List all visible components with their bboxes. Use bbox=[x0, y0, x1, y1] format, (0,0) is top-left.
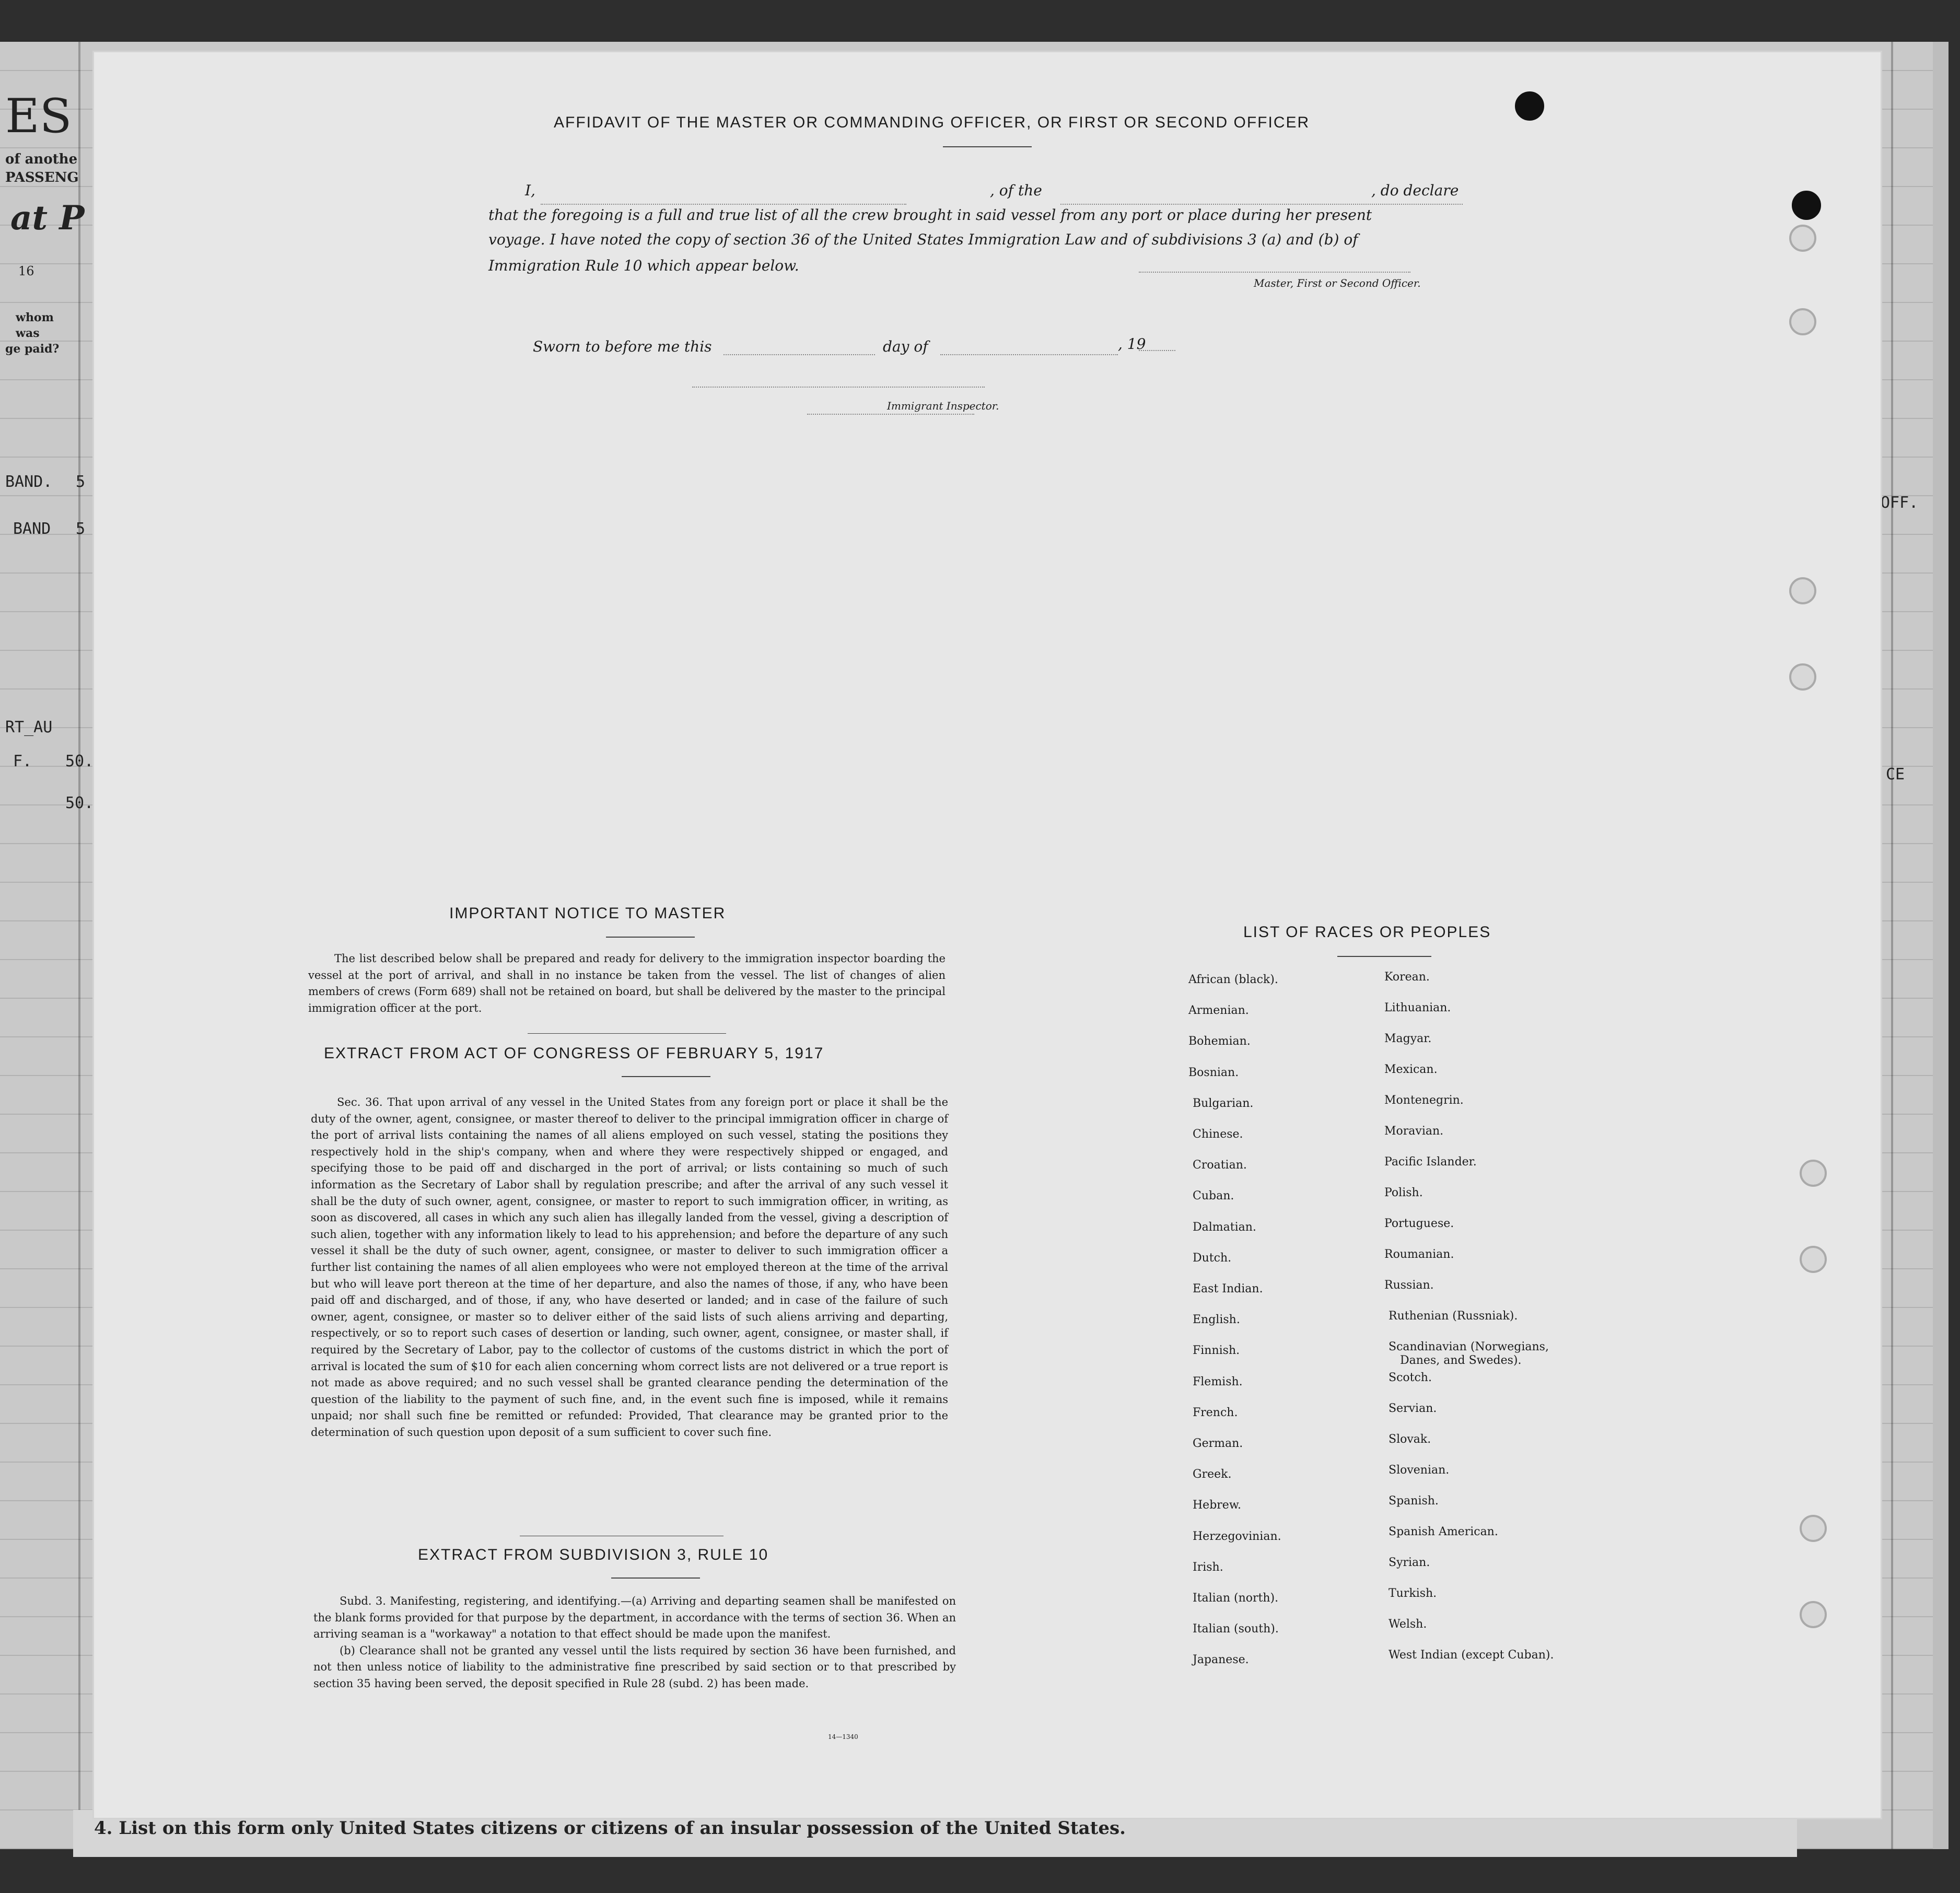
race-item: Croatian. bbox=[1193, 1159, 1247, 1172]
race-item: Montenegrin. bbox=[1384, 1094, 1464, 1107]
underlay-column-rule bbox=[78, 42, 80, 1849]
race-item: Mexican. bbox=[1384, 1063, 1438, 1076]
extract-act-rule bbox=[622, 1076, 710, 1077]
race-item: Polish. bbox=[1384, 1186, 1423, 1199]
race-item: Herzegovinian. bbox=[1193, 1529, 1281, 1543]
underlay-fragment: at P bbox=[10, 198, 85, 238]
underlay-fragment: RT_AU bbox=[5, 718, 53, 737]
underlay-column-rule bbox=[1891, 42, 1893, 1849]
inspector-signature-blank-2 bbox=[807, 414, 974, 415]
race-item: Russian. bbox=[1384, 1279, 1434, 1292]
punch-hole bbox=[1800, 1601, 1827, 1628]
month-blank bbox=[940, 354, 1118, 355]
race-item: Cuban. bbox=[1193, 1189, 1234, 1203]
race-item: Bulgarian. bbox=[1193, 1096, 1254, 1110]
punch-hole bbox=[1789, 225, 1816, 252]
race-item: Hebrew. bbox=[1193, 1499, 1242, 1512]
underlay-fragment: OFF. bbox=[1881, 494, 1919, 512]
race-item: Spanish. bbox=[1389, 1494, 1439, 1508]
race-item: West Indian (except Cuban). bbox=[1389, 1649, 1554, 1662]
notice-text: The list described below shall be prepared and ready for delivery to the immigration inspector boarding the vessel at the port of arrival, and shall in no instance be taken from the vessel. The list of changes of alien members of crews (Form 689) shall not be retained on board, but shall be delivered by the master to the principal immigration officer at the port. bbox=[308, 952, 946, 1014]
race-item: Italian (north). bbox=[1193, 1592, 1279, 1605]
underlay-fragment: was bbox=[16, 326, 40, 340]
race-item: Pacific Islander. bbox=[1384, 1155, 1477, 1168]
race-item: Magyar. bbox=[1384, 1032, 1432, 1045]
divider bbox=[528, 1033, 726, 1034]
underlay-fragment: BAND bbox=[13, 520, 51, 538]
form-number: 14—1340 bbox=[828, 1733, 858, 1740]
extract-act-title: EXTRACT FROM ACT OF CONGRESS OF FEBRUARY 5, 1917 bbox=[324, 1045, 824, 1062]
punch-hole bbox=[1800, 1515, 1827, 1542]
inspector-signature-blank bbox=[692, 387, 985, 388]
underlay-fragment: F. bbox=[13, 752, 32, 770]
race-item: Slovak. bbox=[1389, 1433, 1431, 1446]
race-item: French. bbox=[1193, 1406, 1238, 1419]
underlay-fragment: 50. bbox=[65, 752, 94, 770]
race-item: Armenian. bbox=[1188, 1004, 1249, 1018]
races-rule bbox=[1337, 956, 1431, 957]
underlay-fragment: ge paid? bbox=[5, 342, 60, 356]
day-blank bbox=[724, 354, 875, 355]
race-item: Chinese. bbox=[1193, 1128, 1243, 1141]
race-item: Japanese. bbox=[1193, 1653, 1249, 1667]
extract-rule-rule bbox=[611, 1578, 700, 1579]
race-item: Scotch. bbox=[1389, 1371, 1432, 1384]
extract-rule-text bbox=[313, 1593, 956, 1692]
race-item: Welsh. bbox=[1389, 1618, 1427, 1631]
underlay-fragment: 5 bbox=[76, 520, 86, 538]
affidavit-of-the: , of the bbox=[990, 182, 1042, 199]
master-signature-label: Master, First or Second Officer. bbox=[1254, 277, 1421, 289]
day-of-text: day of bbox=[883, 338, 928, 355]
underlay-bottom-line: 4. List on this form only United States citizens or citizens of an insular possession of the United States. bbox=[94, 1818, 1126, 1839]
race-item: Bohemian. bbox=[1188, 1035, 1251, 1048]
punch-hole bbox=[1789, 308, 1816, 335]
extract-rule-para: (b) Clearance shall not be granted any vessel until the lists required by section 36 have been furnished, and not then unless notice of liability to the administrative fine prescribed by said section or to that prescribed by section 35 having been served, the deposit specified in Rule 28 (subd. 2) has been made. bbox=[313, 1644, 956, 1690]
race-item: Moravian. bbox=[1384, 1125, 1444, 1138]
punch-hole bbox=[1800, 1246, 1827, 1273]
underlay-fragment: 16 bbox=[18, 264, 34, 278]
race-item: Greek. bbox=[1193, 1468, 1232, 1481]
race-item: Flemish. bbox=[1193, 1375, 1243, 1388]
year-text: , 19 bbox=[1118, 335, 1146, 353]
notice-rule bbox=[606, 937, 695, 938]
race-item: Roumanian. bbox=[1384, 1248, 1454, 1261]
inspector-label: Immigrant Inspector. bbox=[887, 400, 999, 412]
underlay-fragment: of anothe bbox=[5, 151, 78, 167]
underlay-fragment: 50. bbox=[65, 794, 94, 812]
race-item: Ruthenian (Russniak). bbox=[1389, 1310, 1518, 1323]
underlay-fragment: ES bbox=[5, 89, 72, 144]
race-item: Dalmatian. bbox=[1193, 1220, 1256, 1234]
race-item: Italian (south). bbox=[1193, 1622, 1279, 1636]
affidavit-do-declare: , do declare bbox=[1371, 182, 1459, 199]
year-blank bbox=[1139, 350, 1175, 351]
affidavit-title: AFFIDAVIT OF THE MASTER OR COMMANDING OFFICER, OR FIRST OR SECOND OFFICER bbox=[554, 114, 1310, 131]
race-item: Slovenian. bbox=[1389, 1464, 1450, 1477]
affidavit-line: voyage. I have noted the copy of section 36 of the United States Immigration Law and of subdivisions 3 (a) and (b) of bbox=[488, 231, 1358, 248]
punch-hole bbox=[1789, 577, 1816, 604]
underlay-fragment: PASSENG bbox=[5, 170, 79, 185]
affidavit-line: that the foregoing is a full and true list of all the crew brought in said vessel from any port or place during her present bbox=[488, 206, 1372, 224]
punch-hole bbox=[1800, 1160, 1827, 1187]
extract-rule-title: EXTRACT FROM SUBDIVISION 3, RULE 10 bbox=[418, 1546, 769, 1563]
race-item: East Indian. bbox=[1193, 1282, 1263, 1295]
vessel-name-blank bbox=[1060, 204, 1463, 205]
extract-act-text: Sec. 36. That upon arrival of any vessel in the United States from any foreign port or place it shall be the duty of the owner, agent, consignee, or master thereof to deliver to the principal immigration officer in charge of the port of arrival lists containing the names of all aliens employed on such vessel, stating the positions they respectively hold in the ship's company, when and where they were respectively shipped or engaged, and specifying those to be paid off and discharged in the port of arrival; or lists containing so much of such information as the Secretary of Labor shall by regulation prescribe; and after the arrival of any such vessel it shall be the duty of such owner, agent, consignee, or master to report to such immigration officer, in writing, as soon as discovered, all cases in which any such alien has illegally landed from the vessel, giving a description of such alien, together with any information likely to lead to his apprehension; and before the departure of any such vessel it shall be the duty of such owner, agent, consignee, or master to deliver to such immigration officer a further list containing the names of all alien employees who were not employed thereon at the time of the arrival but who will leave port thereon at the time of her departure, and also the names of those, if any, who have been paid off and discharged, and of those, if any, who have deserted or landed; and in case of the failure of such owner, agent, consignee, or master so to deliver either of the said lists of such aliens arriving and departing, respectively, or so to report such cases of desertion or landing, such owner, agent, consignee, or master shall, if required by the Secretary of Labor, pay to the collector of customs of the customs district in which the port of arrival is located the sum of $10 for each alien concerning whom correct lists are not delivered or a true report is not made as above required; and no such vessel shall be granted clearance pending the determination of the question of the liability to the payment of such fine, and, in the event such fine is imposed, while it remains unpaid; nor shall such fine be remitted or refunded: Provided, That clearance may be granted prior to the determination of such question upon deposit of a sum sufficient to cover such fine. bbox=[311, 1096, 948, 1439]
race-item: English. bbox=[1193, 1313, 1240, 1327]
master-name-blank bbox=[541, 204, 906, 205]
affidavit-line: Immigration Rule 10 which appear below. bbox=[488, 257, 799, 274]
sworn-text: Sworn to before me this bbox=[533, 338, 712, 355]
form-page bbox=[94, 52, 1881, 1818]
notice-title: IMPORTANT NOTICE TO MASTER bbox=[449, 905, 726, 922]
race-item: Turkish. bbox=[1389, 1587, 1437, 1600]
race-item: Finnish. bbox=[1193, 1344, 1240, 1358]
master-signature-blank bbox=[1139, 272, 1410, 273]
race-item: Syrian. bbox=[1389, 1556, 1430, 1569]
race-item: Irish. bbox=[1193, 1560, 1223, 1574]
underlay-fragment: whom bbox=[16, 311, 54, 324]
punch-hole bbox=[1792, 191, 1821, 220]
extract-rule-para: Subd. 3. Manifesting, registering, and identifying.—(a) Arriving and departing seamen shall be manifested on the blank forms provided for that purpose by the department, in accordance with the terms of section 36. When an arriving seaman is a "workaway" a notation to that effect should be made upon the manifest. bbox=[313, 1595, 956, 1641]
affidavit-i: I, bbox=[525, 182, 535, 199]
underlay-fragment: 5 bbox=[76, 473, 86, 491]
race-item: German. bbox=[1193, 1437, 1243, 1450]
punch-hole bbox=[1789, 663, 1816, 691]
underlay-fragment: CE bbox=[1886, 765, 1905, 784]
underlay-fragment: BAND. bbox=[5, 473, 53, 491]
race-item: Portuguese. bbox=[1384, 1217, 1454, 1230]
race-item: Spanish American. bbox=[1389, 1525, 1498, 1538]
race-item: Servian. bbox=[1389, 1402, 1437, 1415]
title-rule bbox=[943, 146, 1032, 147]
race-item: Danes, and Swedes). bbox=[1400, 1354, 1522, 1367]
race-item: Scandinavian (Norwegians, bbox=[1389, 1340, 1549, 1353]
race-item: Lithuanian. bbox=[1384, 1001, 1451, 1014]
punch-hole bbox=[1515, 91, 1544, 121]
race-item: Korean. bbox=[1384, 971, 1430, 984]
race-item: Dutch. bbox=[1193, 1251, 1232, 1265]
race-item: Bosnian. bbox=[1188, 1066, 1239, 1079]
races-title: LIST OF RACES OR PEOPLES bbox=[1243, 924, 1491, 941]
race-item: African (black). bbox=[1188, 973, 1278, 986]
